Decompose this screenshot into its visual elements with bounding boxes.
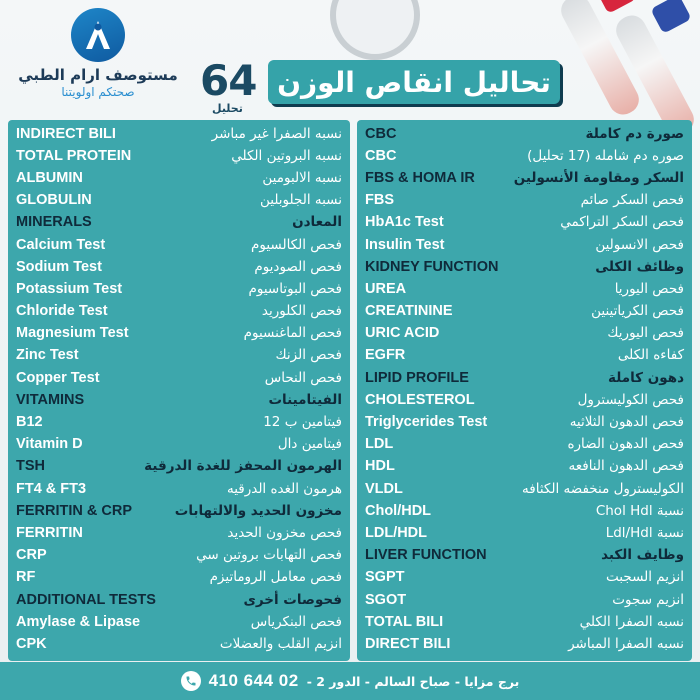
test-name-ar: فحص الصوديوم [254,258,342,275]
test-name-ar: مخزون الحديد والالتهابات [174,502,342,519]
test-row [16,278,342,300]
test-name-en: FERRITIN [16,524,83,541]
test-row [365,145,684,167]
test-name-en: INDIRECT BILI [16,125,116,142]
test-name-en: HbA1c Test [365,214,444,231]
test-name-en: DIRECT BILI [365,635,451,652]
phone-number[interactable]: 410 644 02 [208,671,299,690]
test-row [365,434,684,456]
test-name-ar: فحص الدهون النافعه [568,458,684,475]
test-row [16,301,342,323]
test-name-en: Copper Test [16,369,100,386]
test-name-ar: الكوليسترول منخفضه الكثافه [522,480,684,497]
test-row [16,367,342,389]
test-name-en: CPK [16,635,47,652]
test-name-ar: المعادن [292,214,342,231]
test-row [16,611,342,633]
test-name-ar: نسبة Ldl/Hdl [605,524,684,541]
test-name-ar: فحص اليوريا [614,280,684,297]
test-name-ar: نسبه الصفرا المباشر [568,635,684,652]
test-row [16,633,342,655]
test-name-ar: فحص النحاس [264,369,342,386]
section-heading-row [16,500,342,522]
test-name-ar: فحص الزنك [275,347,342,364]
test-name-en: SGOT [365,591,407,608]
test-name-ar: فحص السكر التراكمي [560,214,684,231]
test-name-en: FBS & HOMA IR [365,169,475,186]
test-name-en: LIPID PROFILE [365,369,469,386]
brand-logo [18,8,178,99]
test-name-ar: نسبه الصفرا غير مباشر [211,125,342,142]
test-name-en: CREATININE [365,303,453,320]
test-name-en: LDL/HDL [365,524,428,541]
test-name-ar: فحوصات أخرى [243,591,342,608]
test-name-en: MINERALS [16,214,92,231]
test-row [16,190,342,212]
address: برج مزايا - صباح السالم - الدور 2 - [306,673,520,689]
test-name-en: Amylase & Lipase [16,613,141,630]
test-row [365,633,684,655]
left-tests-panel [8,120,350,661]
brand-slogan: صحتكم اولويتنا [61,85,135,99]
test-row [16,545,342,567]
page-title: تحاليل انقاص الوزن [268,60,560,104]
test-name-ar: نسبة Chol Hdl [595,502,684,519]
test-name-en: TOTAL BILI [365,613,444,630]
test-name-en: LDL [365,436,394,453]
test-name-ar: نسبه الالبومين [262,169,342,186]
test-name-en: KIDNEY FUNCTION [365,258,499,275]
test-row [365,411,684,433]
test-name-en: CBC [365,147,397,164]
section-heading-row [365,256,684,278]
test-name-ar: انزيم سجوت [612,591,684,608]
test-name-ar: وظائف الكلى [595,258,684,275]
test-name-en: EGFR [365,347,406,364]
test-row [16,145,342,167]
test-name-ar: فحص الدهون الضاره [567,436,684,453]
test-name-ar: دهون كاملة [608,369,684,386]
test-name-en: FT4 & FT3 [16,480,87,497]
test-row [365,323,684,345]
test-name-ar: فحص الدهون الثلاثيه [569,414,684,431]
test-name-en: ALBUMIN [16,169,83,186]
lambda-logo-icon [71,8,125,62]
test-name-ar: فحص مخزون الحديد [227,524,342,541]
test-name-ar: فحص الكالسيوم [251,236,342,253]
test-name-en: VLDL [365,480,403,497]
test-name-ar: صوره دم شامله (17 تحليل) [527,147,684,164]
test-name-en: Sodium Test [16,258,102,275]
test-row [16,167,342,189]
test-row [16,256,342,278]
test-name-en: Chloride Test [16,303,108,320]
brand-name: مستوصف ارام الطبي [18,66,178,84]
test-name-ar: الهرمون المحفز للغدة الدرقية [144,458,342,475]
test-row [365,234,684,256]
test-name-ar: فحص الكرياتينين [591,303,684,320]
test-row [365,278,684,300]
test-name-ar: فحص الانسولين [595,236,684,253]
test-row [365,611,684,633]
test-name-en: B12 [16,414,43,431]
test-name-ar: فحص اليوريك [607,325,684,342]
test-row [365,522,684,544]
test-row [16,522,342,544]
test-row [16,123,342,145]
test-row [16,234,342,256]
test-name-ar: فحص معامل الروماتيزم [209,569,342,586]
test-name-ar: نسبه البروتين الكلي [231,147,342,164]
footer-contact [150,668,550,694]
test-name-en: SGPT [365,569,405,586]
test-name-en: ADDITIONAL TESTS [16,591,156,608]
test-name-en: TOTAL PROTEIN [16,147,132,164]
test-name-ar: فيتامين دال [277,436,342,453]
test-row [365,456,684,478]
test-name-en: TSH [16,458,45,475]
test-name-en: Insulin Test [365,236,445,253]
test-name-en: URIC ACID [365,325,440,342]
test-name-en: CHOLESTEROL [365,391,475,408]
test-row [365,345,684,367]
test-name-ar: فحص الماغنسيوم [243,325,342,342]
test-name-ar: فحص الكلوريد [261,303,342,320]
test-row [365,190,684,212]
test-row [16,345,342,367]
test-name-en: UREA [365,280,407,297]
test-row [365,500,684,522]
test-name-en: Chol/HDL [365,502,432,519]
test-name-ar: فحص البنكرياس [250,613,342,630]
test-row [16,323,342,345]
test-name-en: RF [16,569,36,586]
test-row [365,301,684,323]
section-heading-row [365,167,684,189]
section-heading-row [365,123,684,145]
test-name-en: HDL [365,458,395,475]
test-name-en: Triglycerides Test [365,414,488,431]
test-name-en: LIVER FUNCTION [365,547,487,564]
test-name-en: FBS [365,192,394,209]
test-name-ar: انزيم السجبت [606,569,684,586]
test-name-ar: فحص التهابات بروتين سي [196,547,342,564]
test-row [16,434,342,456]
test-name-ar: نسبه الصفرا الكلي [579,613,684,630]
test-name-en: FERRITIN & CRP [16,502,132,519]
test-row [365,212,684,234]
test-row [365,589,684,611]
section-heading-row [365,367,684,389]
test-row [365,389,684,411]
test-name-ar: وظايف الكبد [601,547,684,564]
section-heading-row [16,589,342,611]
test-name-ar: فحص السكر صائم [580,192,684,209]
test-name-ar: الفيتامينات [268,391,342,408]
test-name-ar: نسبه الجلوبلين [259,192,342,209]
stethoscope-decoration [330,0,420,60]
test-row [16,567,342,589]
tests-count: 64 [200,56,257,105]
test-name-ar: فيتامين ب 12 [263,414,342,431]
test-row [365,567,684,589]
tests-count-label: تحليل [212,102,243,115]
test-row [16,411,342,433]
right-tests-panel [357,120,692,661]
test-name-en: VITAMINS [16,391,85,408]
test-row [16,478,342,500]
section-heading-row [365,545,684,567]
test-name-en: Calcium Test [16,236,106,253]
test-row [365,478,684,500]
test-name-en: Magnesium Test [16,325,129,342]
phone-icon [181,671,201,691]
test-name-en: Potassium Test [16,280,123,297]
test-name-ar: فحص الكوليسترول [577,391,684,408]
tube-cap-decoration [595,0,636,14]
test-name-en: Zinc Test [16,347,79,364]
test-name-en: CBC [365,125,397,142]
test-name-en: CRP [16,547,47,564]
test-name-ar: فحص البوتاسيوم [248,280,342,297]
test-name-ar: كفاءه الكلى [617,347,684,364]
tube-cap-decoration [650,0,691,34]
section-heading-row [16,456,342,478]
test-name-ar: السكر ومقاومة الأنسولين [513,169,684,186]
section-heading-row [16,212,342,234]
test-name-ar: هرمون الغده الدرقيه [226,480,342,497]
test-name-en: Vitamin D [16,436,83,453]
test-name-ar: صورة دم كاملة [585,125,684,142]
test-name-en: GLOBULIN [16,192,92,209]
section-heading-row [16,389,342,411]
test-name-ar: انزيم القلب والعضلات [219,635,342,652]
